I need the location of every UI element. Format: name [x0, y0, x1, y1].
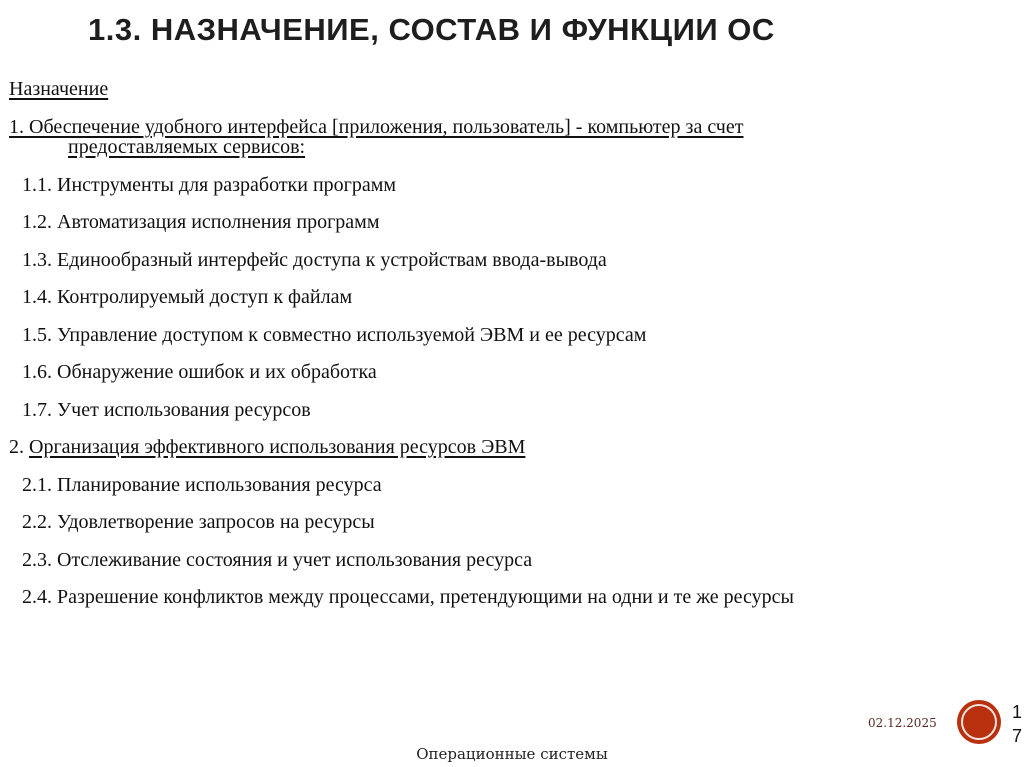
list-item-continuation: предоставляемых сервисов:: [68, 136, 306, 158]
slide-title: 1.3. НАЗНАЧЕНИЕ, СОСТАВ И ФУНКЦИИ ОС: [88, 12, 775, 47]
list-item-text: Организация эффективного использования ресурсов ЭВМ: [29, 436, 526, 458]
list-item: 1.6. Обнаружение ошибок и их обработка: [22, 361, 377, 383]
slide-date: 02.12.2025: [868, 716, 937, 730]
list-item: [9, 435, 525, 459]
list-item: 2.4. Разрешение конфликтов между процессами, претендующими на одни и те же ресурсы: [22, 586, 794, 608]
list-item: 1.2. Автоматизация исполнения программ: [22, 211, 380, 233]
list-item: 1.7. Учет использования ресурсов: [22, 399, 311, 421]
list-item: 1.3. Единообразный интерфейс доступа к устройствам ввода-вывода: [22, 249, 607, 271]
footer-caption: Операционные системы: [416, 745, 608, 763]
list-item-number: 2.: [9, 436, 29, 458]
list-item: 1.4. Контролируемый доступ к файлам: [22, 286, 353, 308]
list-item: 2.1. Планирование использования ресурса: [22, 474, 382, 496]
list-item: 2.3. Отслеживание состояния и учет использования ресурса: [22, 549, 533, 571]
slide-number: 17: [1012, 702, 1023, 746]
list-item: 1. Обеспечение удобного интерфейса [приложения, пользователь] - компьютер за счет: [9, 116, 744, 138]
list-item: 1.1. Инструменты для разработки программ: [22, 174, 397, 196]
section-heading: Назначение: [9, 78, 109, 100]
list-item: 2.2. Удовлетворение запросов на ресурсы: [22, 511, 375, 533]
list-item: 1.5. Управление доступом к совместно используемой ЭВМ и ее ресурсам: [22, 324, 647, 346]
slide-number-badge-icon: [957, 700, 1001, 744]
